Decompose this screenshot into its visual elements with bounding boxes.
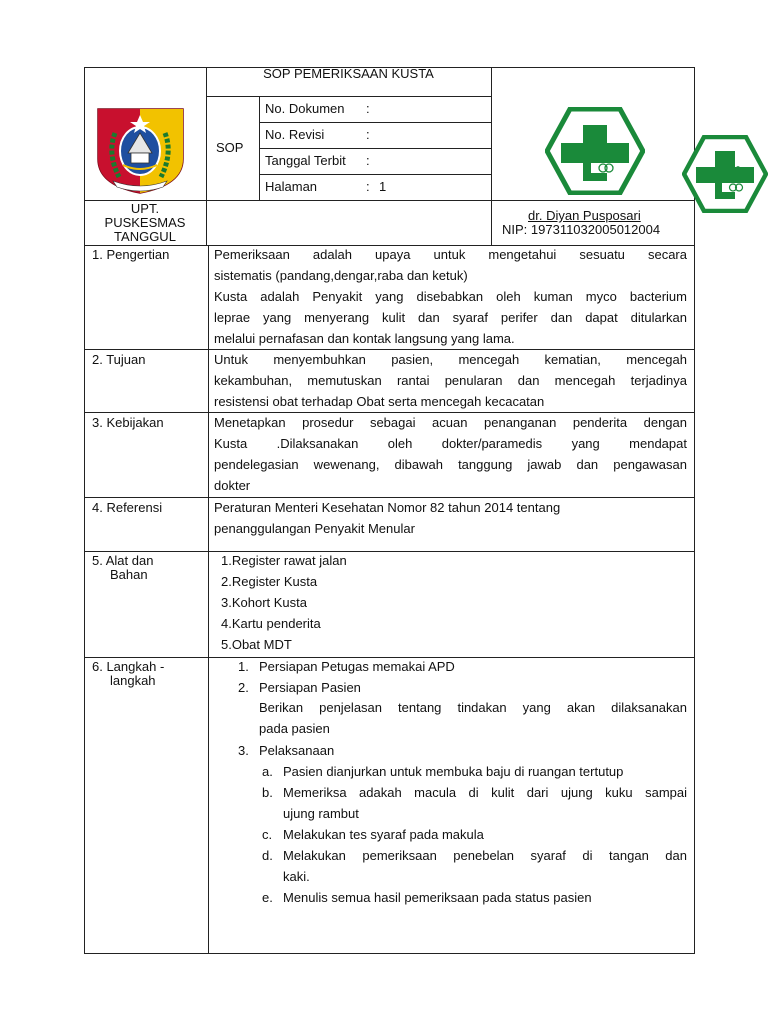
step-1-number: 1. — [238, 659, 249, 674]
substep-b-line-2: ujung rambut — [283, 806, 359, 821]
org-name-line1: UPT. — [130, 201, 160, 216]
kebijakan-line-2: Kusta .Dilaksanakan oleh dokter/paramedis yang mendapat — [214, 436, 687, 451]
org-name-line2: PUSKESMAS — [104, 215, 186, 230]
alat-item-3: 3.Kohort Kusta — [221, 595, 307, 610]
field-tanggal-terbit-sep: : — [366, 153, 370, 168]
field-halaman-value: 1 — [379, 179, 387, 194]
pengertian-line-5: melalui pernafasan dan kontak langsung yang lama. — [214, 331, 515, 346]
kebijakan-line-3: pendelegasian wewenang, dibawah tanggung jawab dan pengawasan — [214, 457, 687, 472]
section-alat-label-2: Bahan — [110, 567, 148, 582]
substep-d-letter: d. — [262, 848, 273, 863]
section-tujuan-label: 2. Tujuan — [92, 352, 146, 367]
substep-c-letter: c. — [262, 827, 273, 842]
section-langkah-label-1: 6. Langkah - — [92, 659, 165, 674]
substep-d-line-2: kaki. — [283, 869, 310, 884]
step-2-detail-line-2: pada pasien — [259, 721, 330, 736]
pengertian-line-2: sistematis (pandang,dengar,raba dan ketuk) — [214, 268, 468, 283]
substep-a-letter: a. — [262, 764, 273, 779]
section-kebijakan-label: 3. Kebijakan — [92, 415, 164, 430]
substep-d-line-1: Melakukan pemeriksaan penebelan syaraf di tangan dan — [283, 848, 687, 863]
field-halaman-label: Halaman — [265, 179, 318, 194]
alat-item-2: 2.Register Kusta — [221, 574, 318, 589]
substep-b-letter: b. — [262, 785, 273, 800]
tujuan-line-1: Untuk menyembuhkan pasien, mencegah kematian, mencegah — [214, 352, 687, 367]
referensi-line-1: Peraturan Menteri Kesehatan Nomor 82 tahun 2014 tentang — [214, 500, 561, 515]
regional-emblem-logo — [93, 103, 188, 195]
referensi-line-2: penanggulangan Penyakit Menular — [214, 521, 415, 536]
pengertian-line-3: Kusta adalah Penyakit yang disebabkan oleh kuman myco bacterium — [214, 289, 687, 304]
field-no-revisi-sep: : — [366, 127, 370, 142]
sop-label: SOP — [216, 140, 244, 155]
pengertian-line-4: leprae yang menyerang kulit dan syaraf perifer dan dapat ditularkan — [214, 310, 687, 325]
field-no-dokumen-label: No. Dokumen — [265, 101, 345, 116]
substep-e-text: Menulis semua hasil pemeriksaan pada status pasien — [283, 890, 592, 905]
document-title: SOP PEMERIKSAAN KUSTA — [263, 66, 434, 81]
step-2-text: Persiapan Pasien — [259, 680, 361, 695]
step-2-detail-line-1: Berikan penjelasan tentang tindakan yang akan dilaksanakan — [259, 700, 687, 715]
field-halaman-sep: : — [366, 179, 370, 194]
tujuan-line-3: resistensi obat terhadap Obat serta mencegah kecacatan — [214, 394, 545, 409]
section-langkah-label-2: langkah — [110, 673, 156, 688]
tujuan-line-2: kekambuhan, memutuskan rantai penularan dan mencegah terjadinya — [214, 373, 687, 388]
puskesmas-logo-secondary — [682, 135, 768, 213]
pengertian-line-1: Pemeriksaan adalah upaya untuk mengetahui sesuatu secara — [214, 247, 687, 262]
substep-c-text: Melakukan tes syaraf pada makula — [283, 827, 484, 842]
alat-item-4: 4.Kartu penderita — [221, 616, 321, 631]
step-2-number: 2. — [238, 680, 249, 695]
section-alat-label-1: 5. Alat dan — [92, 553, 154, 568]
alat-item-1: 1.Register rawat jalan — [221, 553, 347, 568]
substep-e-letter: e. — [262, 890, 273, 905]
alat-item-5: 5.Obat MDT — [221, 637, 292, 652]
step-3-text: Pelaksanaan — [259, 743, 335, 758]
substep-a-text: Pasien dianjurkan untuk membuka baju di ruangan tertutup — [283, 764, 624, 779]
section-referensi-label: 4. Referensi — [92, 500, 163, 515]
signatory-name: dr. Diyan Pusposari — [528, 208, 641, 223]
field-tanggal-terbit-label: Tanggal Terbit — [265, 153, 346, 168]
kebijakan-line-4: dokter — [214, 478, 251, 493]
substep-b-line-1: Memeriksa adakah macula di kulit dari ujung kuku sampai — [283, 785, 687, 800]
step-1-text: Persiapan Petugas memakai APD — [259, 659, 455, 674]
step-3-number: 3. — [238, 743, 249, 758]
org-name-line3: TANGGUL — [114, 229, 176, 244]
kebijakan-line-1: Menetapkan prosedur sebagai acuan penanganan penderita dengan — [214, 415, 687, 430]
puskesmas-logo — [545, 107, 645, 195]
field-no-dokumen-sep: : — [366, 101, 370, 116]
field-no-revisi-label: No. Revisi — [265, 127, 325, 142]
section-pengertian-label: 1. Pengertian — [92, 247, 170, 262]
signatory-nip: NIP: 197311032005012004 — [502, 222, 661, 237]
